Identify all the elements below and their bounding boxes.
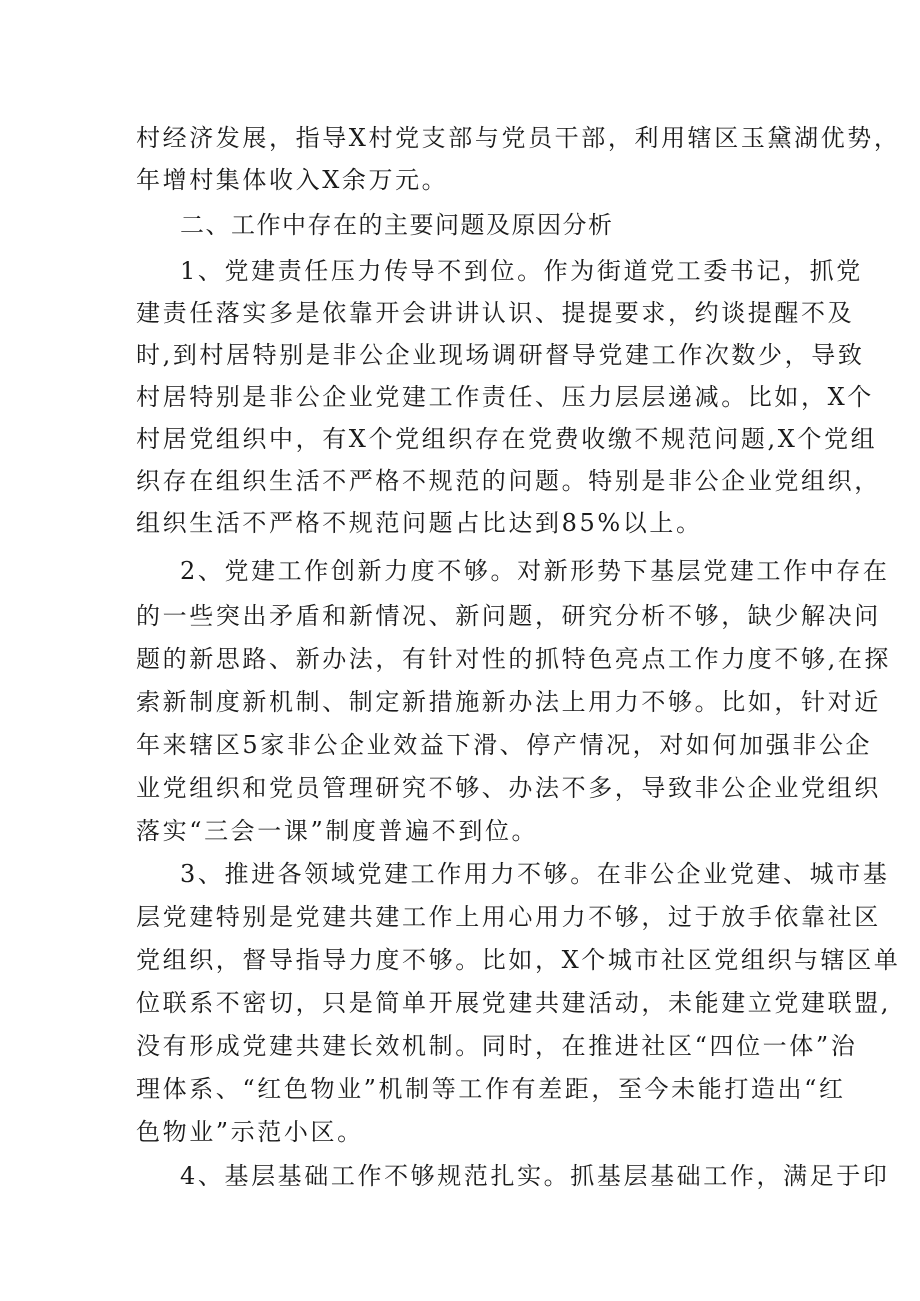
paragraph-line: 党组织，督导指导力度不够。比如，X个城市社区党组织与辖区单 [136,946,901,974]
section-heading: 二、工作中存在的主要问题及原因分析 [180,211,614,239]
paragraph-line: 位联系不密切，只是简单开展党建共建活动，未能建立党建联盟, [136,989,892,1017]
paragraph-line: 建责任落实多是依靠开会讲讲认识、提提要求，约谈提醒不及 [136,299,855,327]
paragraph-line: 年增村集体收入X余万元。 [136,166,449,194]
paragraph-line: 年来辖区5家非公企业效益下滑、停产情况，对如何加强非公企 [136,731,873,759]
paragraph-line: 题的新思路、新办法，有针对性的抓特色亮点工作力度不够,在探 [136,645,892,673]
paragraph-line: 组织生活不严格不规范问题占比达到85%以上。 [136,509,703,537]
paragraph-line: 村居党组织中，有X个党组织存在党费收缴不规范问题,X个党组 [136,425,878,453]
paragraph-line: 没有形成党建共建长效机制。同时，在推进社区“四位一体”治 [136,1032,858,1060]
paragraph-line: 业党组织和党员管理研究不够、办法不多，导致非公企业党组织 [136,774,881,802]
paragraph-line: 的一些突出矛盾和新情况、新问题，研究分析不够，缺少解决问 [136,602,881,630]
paragraph-line: 3、推进各领域党建工作用力不够。在非公企业党建、城市基 [180,860,890,888]
paragraph-line: 色物业”示范小区。 [136,1118,364,1146]
paragraph-line: 1、党建责任压力传导不到位。作为街道党工委书记，抓党 [180,257,863,285]
paragraph-line: 织存在组织生活不严格不规范的问题。特别是非公企业党组织， [136,467,881,495]
paragraph-line: 4、基层基础工作不够规范扎实。抓基层基础工作，满足于印 [180,1162,890,1190]
paragraph-line: 2、党建工作创新力度不够。对新形势下基层党建工作中存在 [180,557,890,585]
paragraph-line: 理体系、“红色物业”机制等工作有差距，至今未能打造出“红 [136,1075,846,1103]
paragraph-line: 村居特别是非公企业党建工作责任、压力层层递减。比如，X个 [136,383,874,411]
paragraph-line: 层党建特别是党建共建工作上用心用力不够，过于放手依靠社区 [136,903,881,931]
paragraph-line: 索新制度新机制、制定新措施新办法上用力不够。比如，针对近 [136,688,881,716]
paragraph-line: 落实“三会一课”制度普遍不到位。 [136,817,539,845]
paragraph-line: 村经济发展，指导X村党支部与党员干部，利用辖区玉黛湖优势， [136,124,901,152]
paragraph-line: 时,到村居特别是非公企业现场调研督导党建工作次数少，导致 [136,341,865,369]
